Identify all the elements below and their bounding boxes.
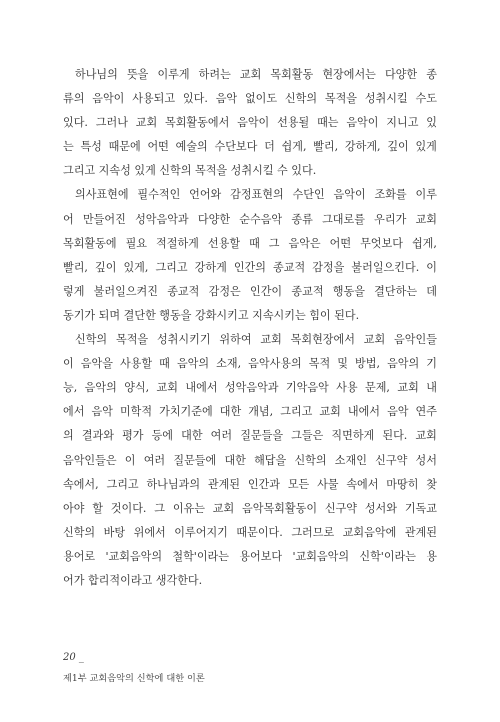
text-line: 빨리, 깊이 있게, 그리고 강하게 인간의 종교적 감정을 불러일으킨다. 이 [63,260,437,274]
text-line: 류의 음악이 사용되고 있다. 음악 없이도 신학의 목적을 성취시킬 수도 [63,92,437,106]
paragraph [63,63,437,183]
text-line: 있다. 그러나 교회 목회활동에서 음악이 선용될 때는 음악이 지니고 있 [63,116,437,130]
text-line: 용어로 '교회음악의 철학'이라는 용어보다 '교회음악의 신학'이라는 용 [63,549,437,563]
paragraph [63,328,437,593]
text-line: 렇게 불러일으켜진 종교적 감정은 인간이 종교적 행동을 결단하는 데 [63,284,437,298]
text-line: 아야 할 것이다. 그 이유는 교회 음악목회활동이 신구약 성서와 기독교 [63,501,437,515]
text-line: 신학의 바탕 위에서 이루어지기 때문이다. 그러므로 교회음악에 관계된 [63,525,437,539]
text-line: 목회활동에 필요 적절하게 선용할 때 그 음악은 어떤 무엇보다 쉽게, [63,236,437,250]
text-line: 신학의 목적을 성취시키기 위하여 교회 목회현장에서 교회 음악인들 [75,333,437,347]
text-line: 어가 합리적이라고 생각한다. [63,573,203,587]
text-line: 이 음악을 사용할 때 음악의 소재, 음악사용의 목적 및 방법, 음악의 기 [63,357,437,371]
text-line: 그리고 지속성 있게 신학의 목적을 성취시킬 수 있다. [63,164,317,178]
page-number: 20 _ [63,652,84,663]
text-line: 에서 음악 미학적 가치기준에 대한 개념, 그리고 교회 내에서 음악 연주 [63,405,437,419]
body-text [63,63,437,593]
text-line: 의 결과와 평가 등에 대한 여러 질문들을 그들은 직면하게 된다. 교회 [63,429,437,443]
text-line: 의사표현에 필수적인 언어와 감정표현의 수단인 음악이 조화를 이루 [75,188,437,202]
text-line: 음악인들은 이 여러 질문들에 대한 해답을 신학의 소재인 신구약 성서 [63,453,437,467]
text-line: 동기가 되며 결단한 행동을 강화시키고 지속시키는 힘이 된다. [63,308,360,322]
text-line: 하나님의 뜻을 이루게 하려는 교회 목회활동 현장에서는 다양한 종 [75,68,437,81]
text-line: 능, 음악의 양식, 교회 내에서 성악음악과 기악음악 사용 문제, 교회 내 [63,381,437,395]
paragraph [63,183,437,328]
text-line: 어 만들어진 성악음악과 다양한 순수음악 종류 그대로를 우리가 교회 [63,212,437,226]
running-head: 제1부 교회음악의 신학에 대한 이론 [63,673,205,684]
text-line: 속에서, 그리고 하나님과의 관계된 인간과 모든 사물 속에서 마땅히 찾 [63,477,437,491]
text-line: 는 특성 때문에 어떤 예술의 수단보다 더 쉽게, 빨리, 강하게, 깊이 있게 [63,140,437,154]
